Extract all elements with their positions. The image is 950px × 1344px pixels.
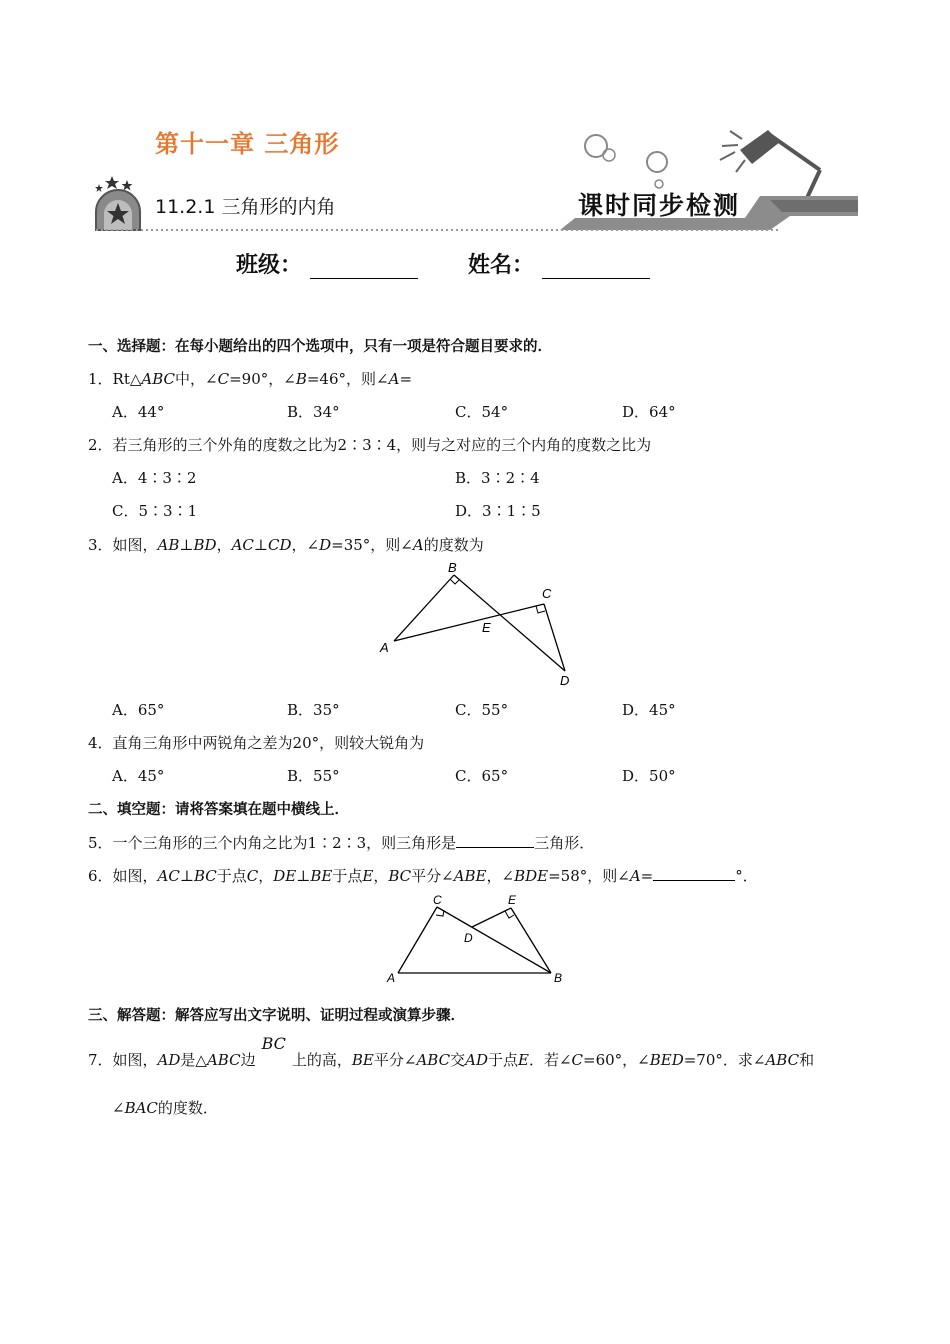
star-icon [105,176,119,189]
part2-heading: 二、填空题：请将答案填在题中横线上． [88,802,349,818]
q2-option-c[interactable]: C．5∶3∶1 [112,502,198,520]
name-label: 姓名： [468,252,535,278]
star-icon [95,184,103,192]
fig6-label-e: E [508,893,517,907]
fig6-label-b: B [554,971,563,985]
name-blank[interactable] [542,256,650,279]
q1-option-b[interactable]: B．34° [287,403,340,421]
question-7-line2: ∠BAC的度数． [112,1099,218,1117]
fig3-label-e: E [482,620,491,635]
chapter-title: 第十一章 三角形 [155,130,340,158]
part1-heading: 一、选择题：在每小题给出的四个选项中，只有一项是符合题目要求的． [88,339,552,355]
header-decoration [0,0,950,240]
q2-option-a[interactable]: A．4∶3∶2 [112,469,197,487]
fig3-label-a: A [380,640,389,655]
q3-option-b[interactable]: B．35° [287,701,340,719]
q4-option-b[interactable]: B．55° [287,767,340,785]
section-title: 11.2.1 三角形的内角 [155,196,336,218]
class-label: 班级： [236,252,303,278]
question-5: 5．一个三角形的三个内角之比为1∶2∶3，则三角形是 三角形． [88,834,595,852]
question-3: 3．如图，AB⊥BD，AC⊥CD，∠D=35°，则∠A的度数为 [88,536,484,554]
class-field[interactable] [236,248,418,279]
class-blank[interactable] [310,256,418,279]
q1-option-a[interactable]: A．44° [112,403,165,421]
q3-figure [370,555,590,690]
q1-option-d[interactable]: D．64° [622,403,676,421]
question-4: 4．直角三角形中两锐角之差为20°，则较大锐角为 [88,734,425,752]
name-field[interactable] [468,248,650,279]
q3-option-a[interactable]: A．65° [112,701,165,719]
question-1: 1．Rt△ABC中，∠C=90°，∠B=46°，则∠A= [88,370,413,388]
question-7: 7．如图，AD是△ABC边BC上的高，BE平分∠ABC交AD于点E．若∠C=60°，∠BED=70°．求∠ABC和 [88,1034,815,1069]
part3-heading: 三、解答题：解答应写出文字说明、证明过程或演算步骤． [88,1008,465,1024]
q1-option-c[interactable]: C．54° [455,403,509,421]
star-icon [122,180,133,191]
q6-answer-blank[interactable] [653,865,735,881]
q3-option-c[interactable]: C．55° [455,701,509,719]
fig6-label-d: D [464,931,473,945]
fig3-label-d: D [560,673,570,688]
q6-figure [380,888,580,988]
fig3-label-c: C [542,586,552,601]
question-6: 6．如图，AC⊥BC于点C，DE⊥BE于点E，BC平分∠ABE，∠BDE=58°，则∠A= °． [88,867,758,885]
series-title: 课时同步检测 [578,191,741,220]
q4-option-a[interactable]: A．45° [112,767,165,785]
q4-option-c[interactable]: C．65° [455,767,509,785]
q5-answer-blank[interactable] [456,832,534,848]
q4-option-d[interactable]: D．50° [622,767,676,785]
fig6-label-a: A [387,971,396,985]
q2-option-d[interactable]: D．3∶1∶5 [455,502,541,520]
fig3-label-b: B [448,560,457,575]
q3-option-d[interactable]: D．45° [622,701,676,719]
question-2: 2．若三角形的三个外角的度数之比为2∶3∶4，则与之对应的三个内角的度数之比为 [88,436,652,454]
fig6-label-c: C [433,893,442,907]
q2-option-b[interactable]: B．3∶2∶4 [455,469,540,487]
